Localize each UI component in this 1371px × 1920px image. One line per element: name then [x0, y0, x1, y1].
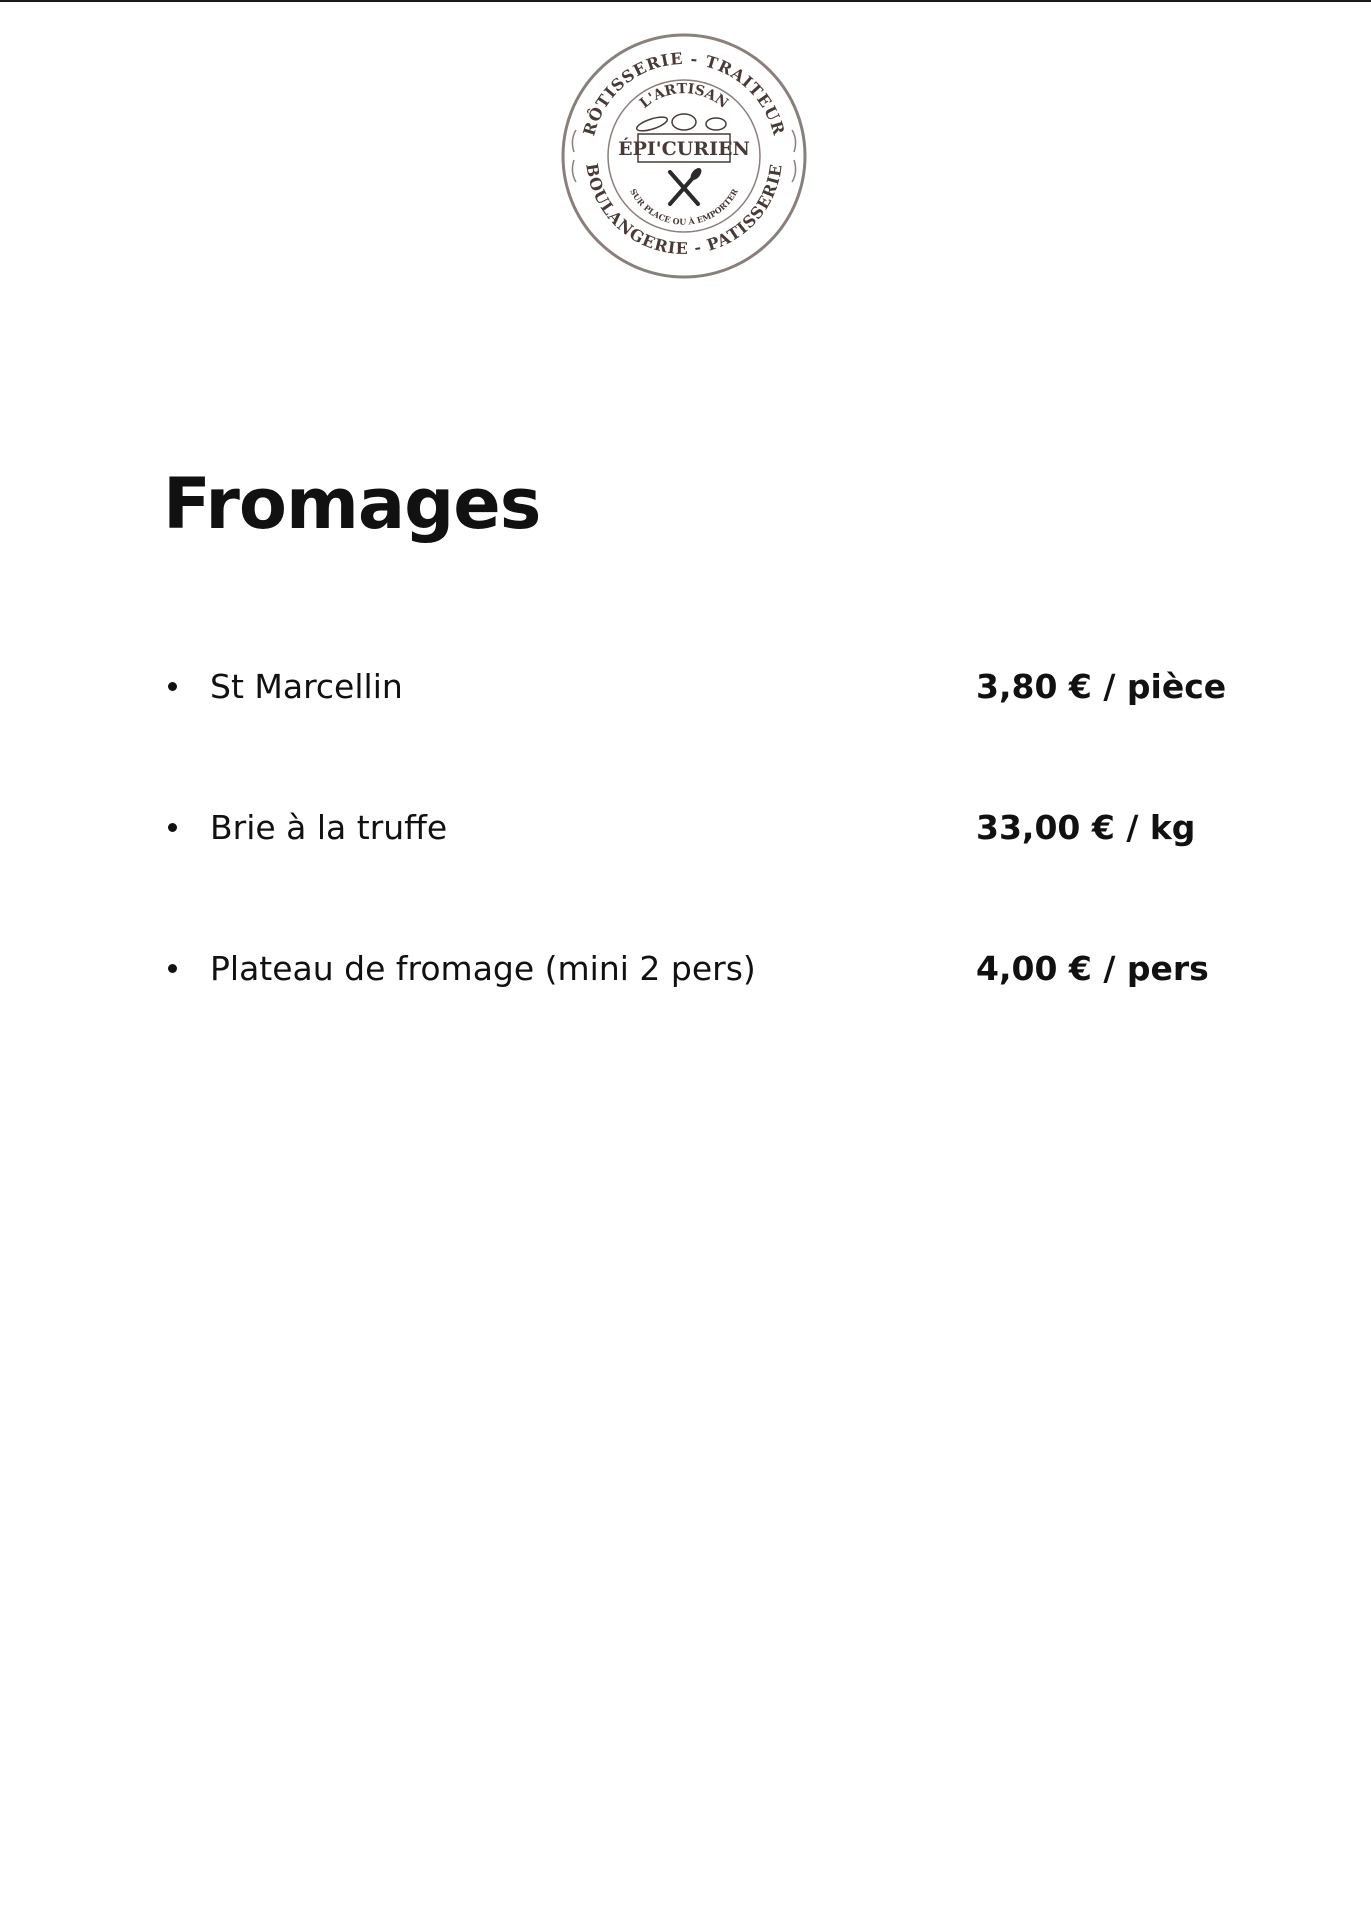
logo-tagline: SUR PLACE OU À EMPORTER — [628, 186, 740, 227]
item-price: 4,00 € / pers — [976, 949, 1209, 988]
bullet-icon — [168, 823, 177, 832]
item-name: St Marcellin — [210, 667, 403, 706]
item-price: 33,00 € / kg — [976, 808, 1196, 847]
logo-arc-top: RÔTISSERIE - TRAITEUR — [579, 48, 789, 138]
list-item — [0, 802, 1371, 854]
logo-name: ÉPI'CURIEN — [618, 138, 750, 160]
bullet-icon — [168, 682, 177, 691]
top-border — [0, 0, 1371, 2]
item-price: 3,80 € / pièce — [976, 667, 1227, 706]
item-name: Brie à la truffe — [210, 808, 448, 847]
list-item — [0, 943, 1371, 995]
logo-seal — [560, 32, 808, 280]
bullet-icon — [168, 964, 177, 973]
list-item — [0, 661, 1371, 713]
logo — [560, 32, 808, 280]
page-title: Fromages — [163, 463, 541, 545]
item-name: Plateau de fromage (mini 2 pers) — [210, 949, 756, 988]
logo-subtitle: L'ARTISAN — [636, 81, 732, 112]
logo-arc-bottom: BOULANGERIE - PATISSERIE — [582, 162, 786, 259]
